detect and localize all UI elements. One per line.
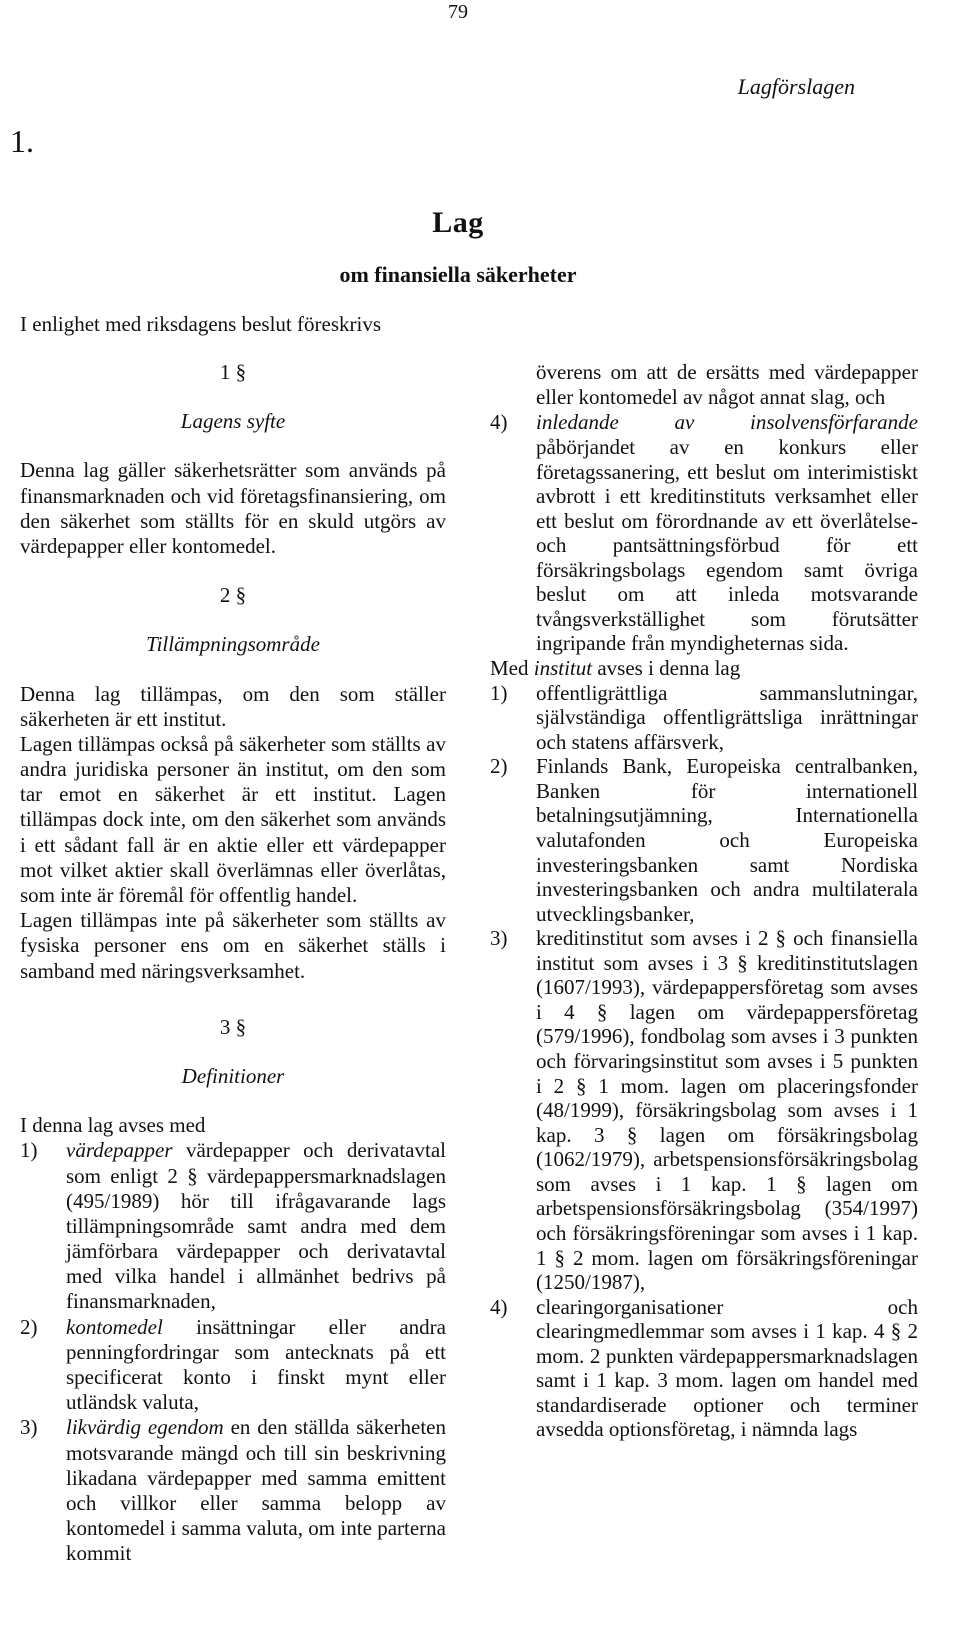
section-3-intro: I denna lag avses med (20, 1113, 206, 1138)
item-3-continuation: överens om att de ersätts med värdepapper eller kontomedel av något annat slag, och (536, 360, 918, 410)
item-number: 4) (490, 410, 508, 435)
law-title: Lag (432, 206, 484, 239)
item-text: Finlands Bank, Europeiska centralbanken, Banken för internationell betalningsutjämning, Internationella valutafonden och Europeiska investeringsbanken samt Nordiska investeringsbanken och andra multilaterala utvecklingsbanker, (536, 754, 918, 926)
item-number: 3) (20, 1415, 38, 1440)
section-2-paragraph-3: Lagen tillämpas inte på säkerheter som ställts av fysiska personer ens om en säkerhet ställs i samband med näringsverksamhet. (20, 908, 446, 983)
definition-text: påbörjandet av en konkurs eller företagssanering, ett beslut om interimistiskt avbrott i ett kreditinstituts verksamhet eller ett beslut om förordnande av ett överlåtelse- och pantsättningsförbud för ett försäkringsbolags egendom samt övriga beslut om att inleda motsvarande tvångsverkställighet som förutsätter ingripande från myndigheternas sida. (536, 434, 918, 656)
item-text: clearingorganisationer och clearingmedlemmar som avses i 1 kap. 4 § 2 mom. 2 punkten värdepappersmarknadslagen samt i 1 kap. 3 mom. lagen om handel med standardiserade optioner och terminer avsedda optionsföretag, i nämnda lags (536, 1294, 918, 1442)
item-number: 1) (20, 1138, 38, 1163)
item-number: 2) (20, 1314, 38, 1339)
item-text (66, 1415, 446, 1566)
definition-item (20, 1315, 446, 1416)
item-number: 1) (490, 680, 508, 705)
section-2-paragraph-2: Lagen tillämpas också på säkerheter som ställts av andra juridiska personer än institut, om den som tar emot en säkerhet är ett institut. Lagen tillämpas dock inte, om den säkerhet som används i ett sådant fall är en aktie eller ett värdepapper mot vilket aktier skall överlämnas eller överlåtas, som inte är föremål för offentlig handel. (20, 731, 446, 907)
institut-item (490, 926, 918, 1294)
defined-term: institut (533, 656, 593, 680)
section-2-paragraph-1: Denna lag tillämpas, om den som ställer säkerheten är ett institut. (20, 681, 446, 731)
defined-term: likvärdig egendom (66, 1415, 224, 1440)
institut-item (490, 681, 918, 755)
definition-text: värdepapper och derivatavtal som enligt 2 § värdepappersmarknadslagen (495/1989) hör till ifrågavarande lags tillämpningsområde samt andra med dem jämförbara värdepapper och derivatavtal med vilka handel i allmänhet bedrivs på finansmarknaden, (66, 1138, 446, 1314)
item-text: offentligrättliga sammanslutningar, självständiga offentligrättsliga inrättningar och statens affärsverk, (536, 680, 918, 754)
section-1-mark: 1 § (219, 360, 247, 384)
item-text: kreditinstitut som avses i 2 § och finansiella institut som avses i 3 § kreditinstitutslagen (1607/1993), värdepappersföretag som avses i 4 § lagen om värdepappersföretag (579/1996), fondbolag som avses i 3 punkten och förvaringsinstitut som avses i 5 punkten i 2 § 1 mom. lagen om placeringsfonder (48/1999), försäkringsbolag som avses i 1 kap. 3 § lagen om försäkringsbolag (1062/1979), arbetspensionsförsäkringsbolag som avses i 1 kap. 1 § lagen om arbetspensionsförsäkringsbolag (354/1997) och försäkringsföreningar som avses i 1 kap. 1 § 2 mom. lagen om försäkringsföreningar (1250/1987), (536, 926, 918, 1295)
institut-intro-post: avses i denna lag (592, 656, 741, 680)
section-3-title: Definitioner (181, 1063, 285, 1088)
item-text (66, 1315, 446, 1416)
definition-item (490, 410, 918, 656)
item-number: 4) (490, 1294, 508, 1319)
running-head: Lagförslagen (737, 74, 855, 99)
institut-intro (490, 656, 918, 681)
defined-term: inledande av insolvensförfarande (536, 410, 918, 435)
left-column (20, 360, 446, 1567)
institut-item (490, 754, 918, 926)
definition-item (20, 1138, 446, 1314)
definition-text: insättningar eller andra penningfordringar som antecknats på ett specificerat konto i finskt mynt eller utländsk valuta, (66, 1314, 446, 1415)
enacting-clause: I enlighet med riksdagens beslut föreskrivs (20, 312, 381, 336)
institut-intro-pre: Med (490, 656, 534, 680)
law-subtitle: om finansiella säkerheter (339, 262, 577, 287)
right-column (490, 360, 918, 1442)
item-text (66, 1138, 446, 1314)
item-number: 2) (490, 754, 508, 779)
definition-text: en den ställda säkerheten motsvarande mängd och till sin beskrivning likadana värdepapper med samma emittent och villkor eller samma belopp av kontomedel i samma valuta, om inte parterna kommit (66, 1415, 446, 1566)
institut-item (490, 1295, 918, 1442)
chapter-number: 1. (10, 123, 34, 159)
section-3-mark: 3 § (219, 1014, 247, 1039)
definition-item (20, 1415, 446, 1566)
section-2-title: Tillämpningsområde (146, 632, 320, 657)
defined-term: värdepapper (66, 1138, 173, 1163)
defined-term: kontomedel (66, 1314, 163, 1339)
page-number: 79 (448, 1, 468, 23)
item-number: 3) (490, 926, 508, 951)
item-text (536, 410, 918, 656)
section-1-text: Denna lag gäller säkerhetsrätter som används på finansmarknaden och vid företagsfinansiering, om den säkerhet som ställts för en skuld utgörs av värdepapper eller kontomedel. (20, 458, 446, 558)
section-2-mark: 2 § (219, 583, 247, 608)
section-1-title: Lagens syfte (180, 409, 286, 434)
